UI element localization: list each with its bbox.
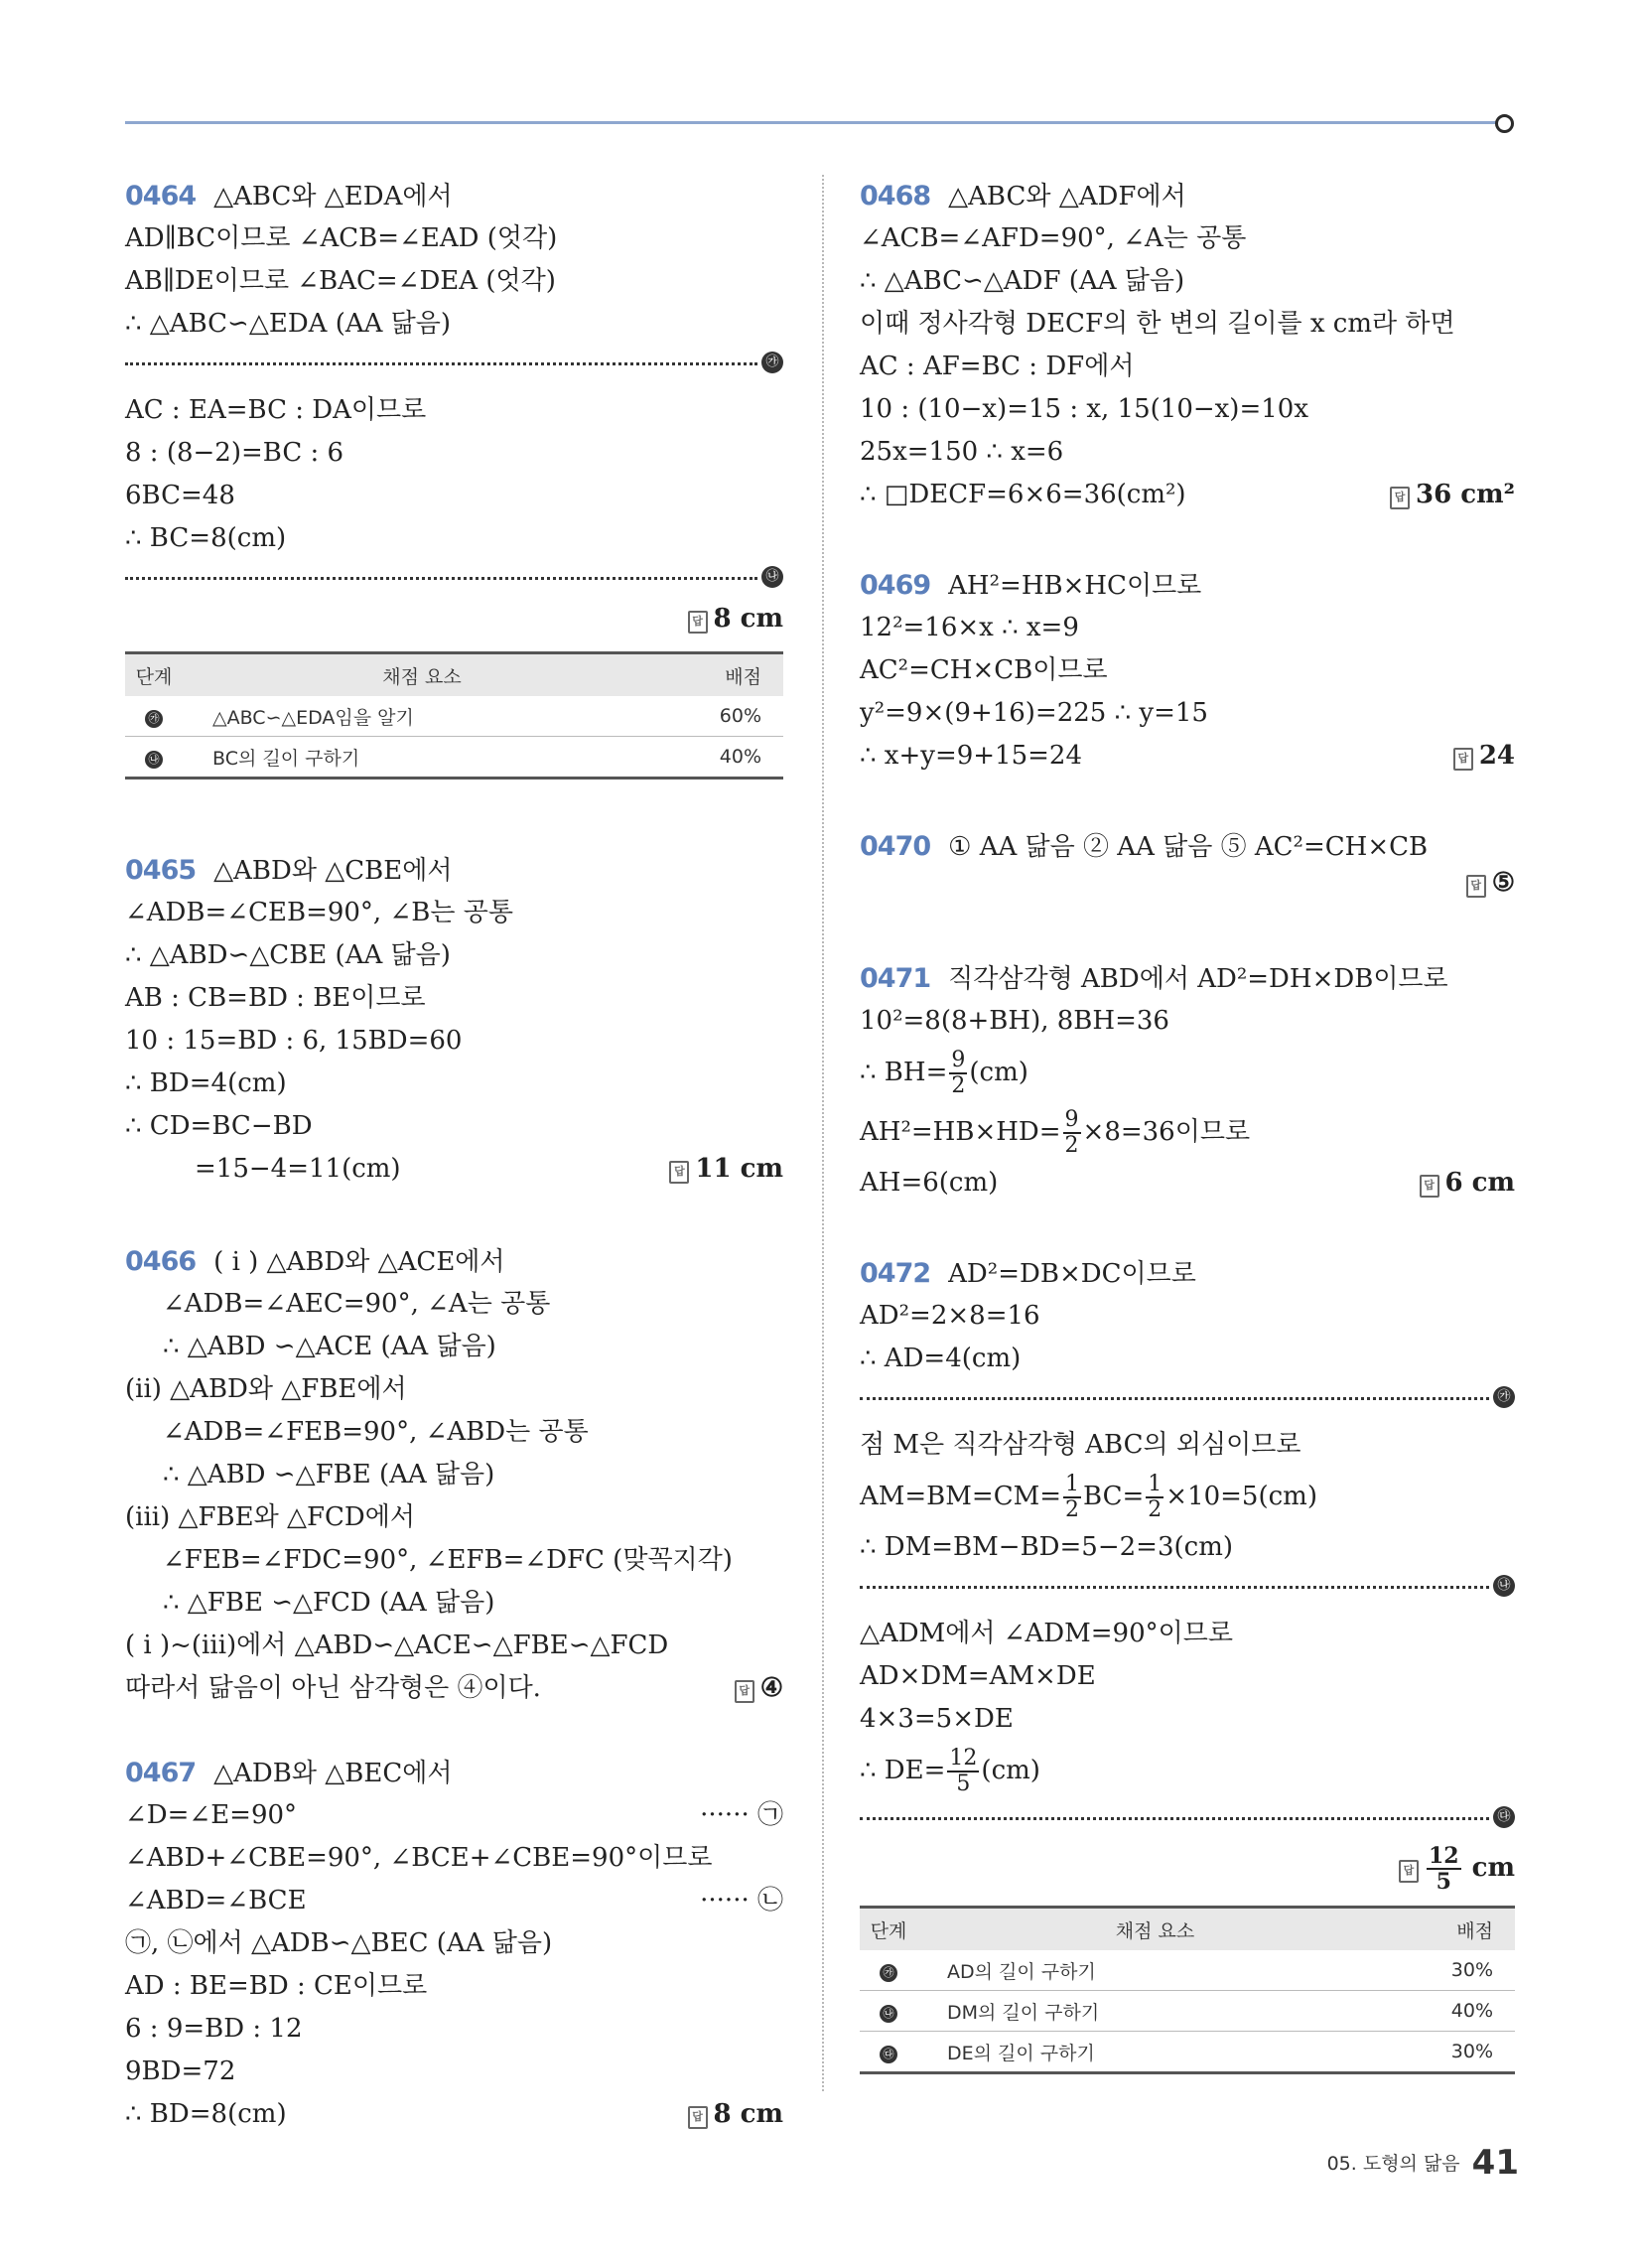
solution-line: ㉠, ㉡에서 △ADB∽△BEC (AA 닮음) — [125, 1928, 553, 1958]
answer-icon: 답 — [1390, 487, 1410, 509]
solution-line: 10 : 15=BD : 6, 15BD=60 — [125, 1026, 463, 1056]
solution-line: 12²=16×x ∴ x=9 — [860, 613, 1079, 642]
answer-icon: 답 — [1399, 1860, 1419, 1883]
header-step: 단계 — [860, 1908, 917, 1951]
problem-0466 — [125, 1240, 783, 1710]
solution-line: ∴ △ABD∽△CBE (AA 닮음) — [125, 940, 451, 970]
solution-line: 25x=150 ∴ x=6 — [860, 437, 1064, 467]
solution-line: ∠ABD+∠CBE=90°, ∠BCE+∠CBE=90°이므로 — [125, 1843, 713, 1873]
step-marker: ㉮ — [761, 352, 783, 373]
solution-line: AB : CB=BD : BE이므로 — [125, 983, 426, 1013]
fraction — [1063, 1108, 1081, 1158]
solution-line: ∴ △ABD ∽△FBE (AA 닮음) — [163, 1460, 495, 1489]
solution-line: ∴ BD=4(cm) — [125, 1068, 287, 1098]
fraction — [1146, 1473, 1163, 1522]
numerator: 9 — [951, 1048, 966, 1072]
problem-number: 0468 — [860, 181, 931, 212]
table-header — [860, 1908, 1515, 1951]
page-footer — [1327, 2143, 1519, 2183]
solution-line: 9BD=72 — [125, 2056, 236, 2086]
solution-line: 8 : (8−2)=BC : 6 — [125, 438, 344, 468]
solution-line — [860, 1043, 1515, 1102]
text-segment: ×10=5(cm) — [1165, 1482, 1317, 1511]
denominator: 5 — [956, 1772, 971, 1796]
table-row — [860, 1950, 1515, 1991]
numerator: 12 — [949, 1746, 978, 1771]
answer — [669, 1148, 783, 1191]
answer-value: ⑤ — [1491, 868, 1515, 898]
problem-number: 0464 — [125, 181, 197, 212]
equation-marker: ······ ㉡ — [700, 1886, 783, 1915]
text-segment: AH²=HB×HD= — [860, 1117, 1061, 1147]
step-separator — [125, 352, 783, 375]
answer-icon: 답 — [688, 611, 708, 634]
solution-line — [860, 1467, 1515, 1526]
answer — [1453, 735, 1515, 778]
problem-number: 0467 — [125, 1758, 197, 1788]
answer-icon: 답 — [1453, 748, 1473, 771]
answer — [860, 868, 1515, 898]
answer-value: 36 cm² — [1416, 480, 1515, 509]
problem-0471 — [860, 957, 1515, 1205]
solution-line: ∴ △ABC∽△ADF (AA 닮음) — [860, 266, 1185, 296]
problem-0464 — [125, 175, 783, 780]
table-row — [860, 1991, 1515, 2032]
solution-line: ∴ DM=BM−BD=5−2=3(cm) — [860, 1532, 1234, 1562]
solution-line — [860, 1102, 1515, 1162]
denominator: 2 — [1148, 1497, 1163, 1522]
answer-icon: 답 — [688, 2106, 708, 2129]
header-score: 배점 — [1393, 1908, 1515, 1951]
table-cell-item: BC의 길이 구하기 — [183, 737, 661, 779]
table-cell-item: △ABC∽△EDA임을 알기 — [183, 696, 661, 737]
text-segment: BC= — [1083, 1482, 1145, 1511]
denominator: 2 — [951, 1073, 966, 1098]
problem-number: 0471 — [860, 963, 931, 994]
problem-number: 0466 — [125, 1246, 197, 1277]
denominator: 2 — [1064, 1133, 1079, 1158]
solution-line: ( i )~(iii)에서 △ABD∽△ACE∽△FBE∽△FCD — [125, 1630, 669, 1660]
solution-line: =15−4=11(cm) — [195, 1154, 401, 1184]
left-column — [125, 175, 783, 2136]
table-row — [860, 2032, 1515, 2073]
table-cell-score: 40% — [1393, 1991, 1515, 2032]
solution-line: AD : BE=BD : CE이므로 — [125, 1971, 428, 2001]
solution-line: △ADB와 △BEC에서 — [213, 1759, 453, 1788]
answer-icon: 답 — [669, 1161, 689, 1184]
solution-line: ∠ADB=∠FEB=90°, ∠ABD는 공통 — [163, 1417, 589, 1447]
solution-line: △ADM에서 ∠ADM=90°이므로 — [860, 1619, 1233, 1648]
answer — [1420, 1162, 1515, 1205]
text-segment: (cm) — [981, 1756, 1040, 1785]
step-marker: ㉮ — [145, 710, 163, 728]
step-marker: ㉯ — [880, 2005, 897, 2023]
page-number: 41 — [1471, 2143, 1519, 2183]
solution-line: ∠ADB=∠CEB=90°, ∠B는 공통 — [125, 898, 513, 927]
solution-line: AD²=DB×DC이므로 — [948, 1259, 1196, 1289]
step-marker: ㉰ — [1493, 1806, 1515, 1828]
solution-line: ∴ △FBE ∽△FCD (AA 닮음) — [163, 1588, 495, 1618]
text-segment: ∴ BH= — [860, 1058, 948, 1087]
text-segment: ×8=36이므로 — [1082, 1117, 1251, 1147]
answer-value: 8 cm — [713, 604, 783, 634]
solution-line: 따라서 닮음이 아닌 삼각형은 ④이다. — [125, 1673, 541, 1703]
denominator: 2 — [1065, 1497, 1079, 1522]
answer-icon: 답 — [1420, 1175, 1439, 1198]
solution-line: ∴ x+y=9+15=24 — [860, 741, 1083, 771]
header-item: 채점 요소 — [183, 653, 661, 697]
solution-line: AH²=HB×HC이므로 — [948, 571, 1202, 601]
solution-line: ∴ CD=BC−BD — [125, 1111, 313, 1141]
solution-line: △ABC와 △ADF에서 — [948, 182, 1186, 212]
solution-line: AC : AF=BC : DF에서 — [860, 352, 1135, 381]
equation-marker: ······ ㉠ — [700, 1800, 783, 1830]
solution-line: AD²=2×8=16 — [860, 1301, 1040, 1331]
solution-line: AC : EA=BC : DA이므로 — [125, 395, 427, 425]
answer-value: 24 — [1478, 741, 1515, 771]
solution-line: ∴ BC=8(cm) — [125, 523, 287, 553]
solution-line: ∠FEB=∠FDC=90°, ∠EFB=∠DFC (맞꼭지각) — [163, 1545, 733, 1575]
column-divider — [822, 175, 824, 2091]
denominator: 5 — [1436, 1869, 1451, 1895]
answer — [688, 2093, 783, 2136]
solution-line: 6 : 9=BD : 12 — [125, 2014, 303, 2044]
table-cell-score: 40% — [661, 737, 783, 779]
solution-line: ∴ BD=8(cm) — [125, 2099, 287, 2129]
solution-line: ∠ABD=∠BCE — [125, 1886, 307, 1915]
header-item: 채점 요소 — [917, 1908, 1393, 1951]
answer-value: 11 cm — [695, 1154, 783, 1184]
scoring-table — [125, 651, 783, 780]
answer-unit: cm — [1471, 1853, 1515, 1883]
answer-icon: 답 — [735, 1680, 754, 1703]
chapter-title: 05. 도형의 닮음 — [1326, 2153, 1460, 2175]
problem-0469 — [860, 564, 1515, 778]
answer — [735, 1667, 783, 1710]
problem-0468 — [860, 175, 1515, 516]
solution-line: AD∥BC이므로 ∠ACB=∠EAD (엇각) — [125, 223, 558, 253]
problem-0472 — [860, 1252, 1515, 2074]
solution-line: 직각삼각형 ABD에서 AD²=DH×DB이므로 — [948, 964, 1448, 994]
numerator: 9 — [1064, 1107, 1079, 1132]
table-cell-score: 30% — [1393, 2032, 1515, 2073]
table-cell-score: 60% — [661, 696, 783, 737]
step-marker: ㉮ — [1493, 1386, 1515, 1408]
numerator: 12 — [1428, 1843, 1459, 1869]
solution-line: AD×DM=AM×DE — [860, 1661, 1096, 1691]
solution-line: 점 M은 직각삼각형 ABC의 외심이므로 — [860, 1430, 1301, 1460]
solution-line: y²=9×(9+16)=225 ∴ y=15 — [860, 698, 1208, 728]
solution-line: 이때 정사각형 DECF의 한 변의 길이를 x cm라 하면 — [860, 309, 1455, 339]
table-cell-score: 30% — [1393, 1950, 1515, 1991]
solution-line: ( i ) △ABD와 △ACE에서 — [213, 1247, 505, 1277]
solution-line: AH=6(cm) — [860, 1168, 999, 1198]
solution-line: AC²=CH×CB이므로 — [860, 655, 1108, 685]
solution-line: △ABD와 △CBE에서 — [213, 856, 453, 886]
step-marker: ㉯ — [145, 751, 163, 769]
step-separator — [125, 566, 783, 590]
top-rule-dot — [1495, 114, 1514, 133]
answer-icon: 답 — [1466, 875, 1486, 898]
solution-line: ∠ACB=∠AFD=90°, ∠A는 공통 — [860, 223, 1247, 253]
numerator: 1 — [1148, 1472, 1163, 1496]
solution-line: ∴ □DECF=6×6=36(cm²) — [860, 480, 1186, 509]
solution-line — [860, 1741, 1515, 1800]
problem-0467 — [125, 1752, 783, 2136]
solution-line: AB∥DE이므로 ∠BAC=∠DEA (엇각) — [125, 266, 556, 296]
problem-0470 — [860, 825, 1515, 898]
numerator: 1 — [1065, 1472, 1079, 1496]
step-marker: ㉯ — [761, 566, 783, 588]
problem-number: 0472 — [860, 1258, 931, 1289]
step-marker: ㉮ — [880, 1964, 897, 1982]
table-cell-item: DM의 길이 구하기 — [917, 1991, 1393, 2032]
table-row — [125, 737, 783, 779]
solution-line: (iii) △FBE와 △FCD에서 — [125, 1502, 416, 1532]
problem-number: 0469 — [860, 570, 931, 601]
solution-line: 6BC=48 — [125, 481, 235, 510]
table-row — [125, 696, 783, 737]
step-separator — [860, 1806, 1515, 1830]
table-header — [125, 653, 783, 697]
solution-line: ∠D=∠E=90° — [125, 1800, 298, 1830]
answer — [1390, 474, 1515, 516]
solution-line: ① AA 닮음 ② AA 닮음 ⑤ AC²=CH×CB — [948, 832, 1429, 862]
solution-line: 10²=8(8+BH), 8BH=36 — [860, 1006, 1169, 1036]
solution-line: △ABC와 △EDA에서 — [213, 182, 453, 212]
header-score: 배점 — [661, 653, 783, 697]
solution-line: ∴ △ABC∽△EDA (AA 닮음) — [125, 309, 452, 339]
solution-line: 4×3=5×DE — [860, 1704, 1014, 1734]
solution-line: ∴ △ABD ∽△ACE (AA 닮음) — [163, 1332, 496, 1361]
problem-number: 0470 — [860, 831, 931, 862]
step-marker: ㉯ — [1493, 1575, 1515, 1597]
solution-line: ∠ADB=∠AEC=90°, ∠A는 공통 — [163, 1289, 551, 1319]
answer-value: 6 cm — [1444, 1168, 1515, 1198]
step-separator — [860, 1386, 1515, 1410]
step-marker: ㉰ — [880, 2046, 897, 2063]
answer — [860, 1844, 1515, 1894]
fraction — [1427, 1844, 1461, 1894]
answer-value: 8 cm — [713, 2099, 783, 2129]
table-cell-item: DE의 길이 구하기 — [917, 2032, 1393, 2073]
solution-line: (ii) △ABD와 △FBE에서 — [125, 1374, 407, 1404]
answer-value: ④ — [759, 1673, 783, 1703]
header-step: 단계 — [125, 653, 183, 697]
answer — [125, 604, 783, 634]
fraction — [1063, 1473, 1081, 1522]
text-segment: ∴ DE= — [860, 1756, 946, 1785]
table-cell-item: AD의 길이 구하기 — [917, 1950, 1393, 1991]
text-segment: AM=BM=CM= — [860, 1482, 1061, 1511]
problem-0465 — [125, 849, 783, 1191]
fraction — [947, 1747, 979, 1796]
solution-line: 10 : (10−x)=15 : x, 15(10−x)=10x — [860, 394, 1308, 424]
scoring-table — [860, 1906, 1515, 2074]
text-segment: (cm) — [969, 1058, 1028, 1087]
right-column — [860, 175, 1515, 2074]
problem-number: 0465 — [125, 855, 197, 886]
top-rule — [125, 121, 1503, 124]
fraction — [949, 1049, 967, 1098]
solution-line: ∴ AD=4(cm) — [860, 1344, 1022, 1373]
step-separator — [860, 1575, 1515, 1599]
